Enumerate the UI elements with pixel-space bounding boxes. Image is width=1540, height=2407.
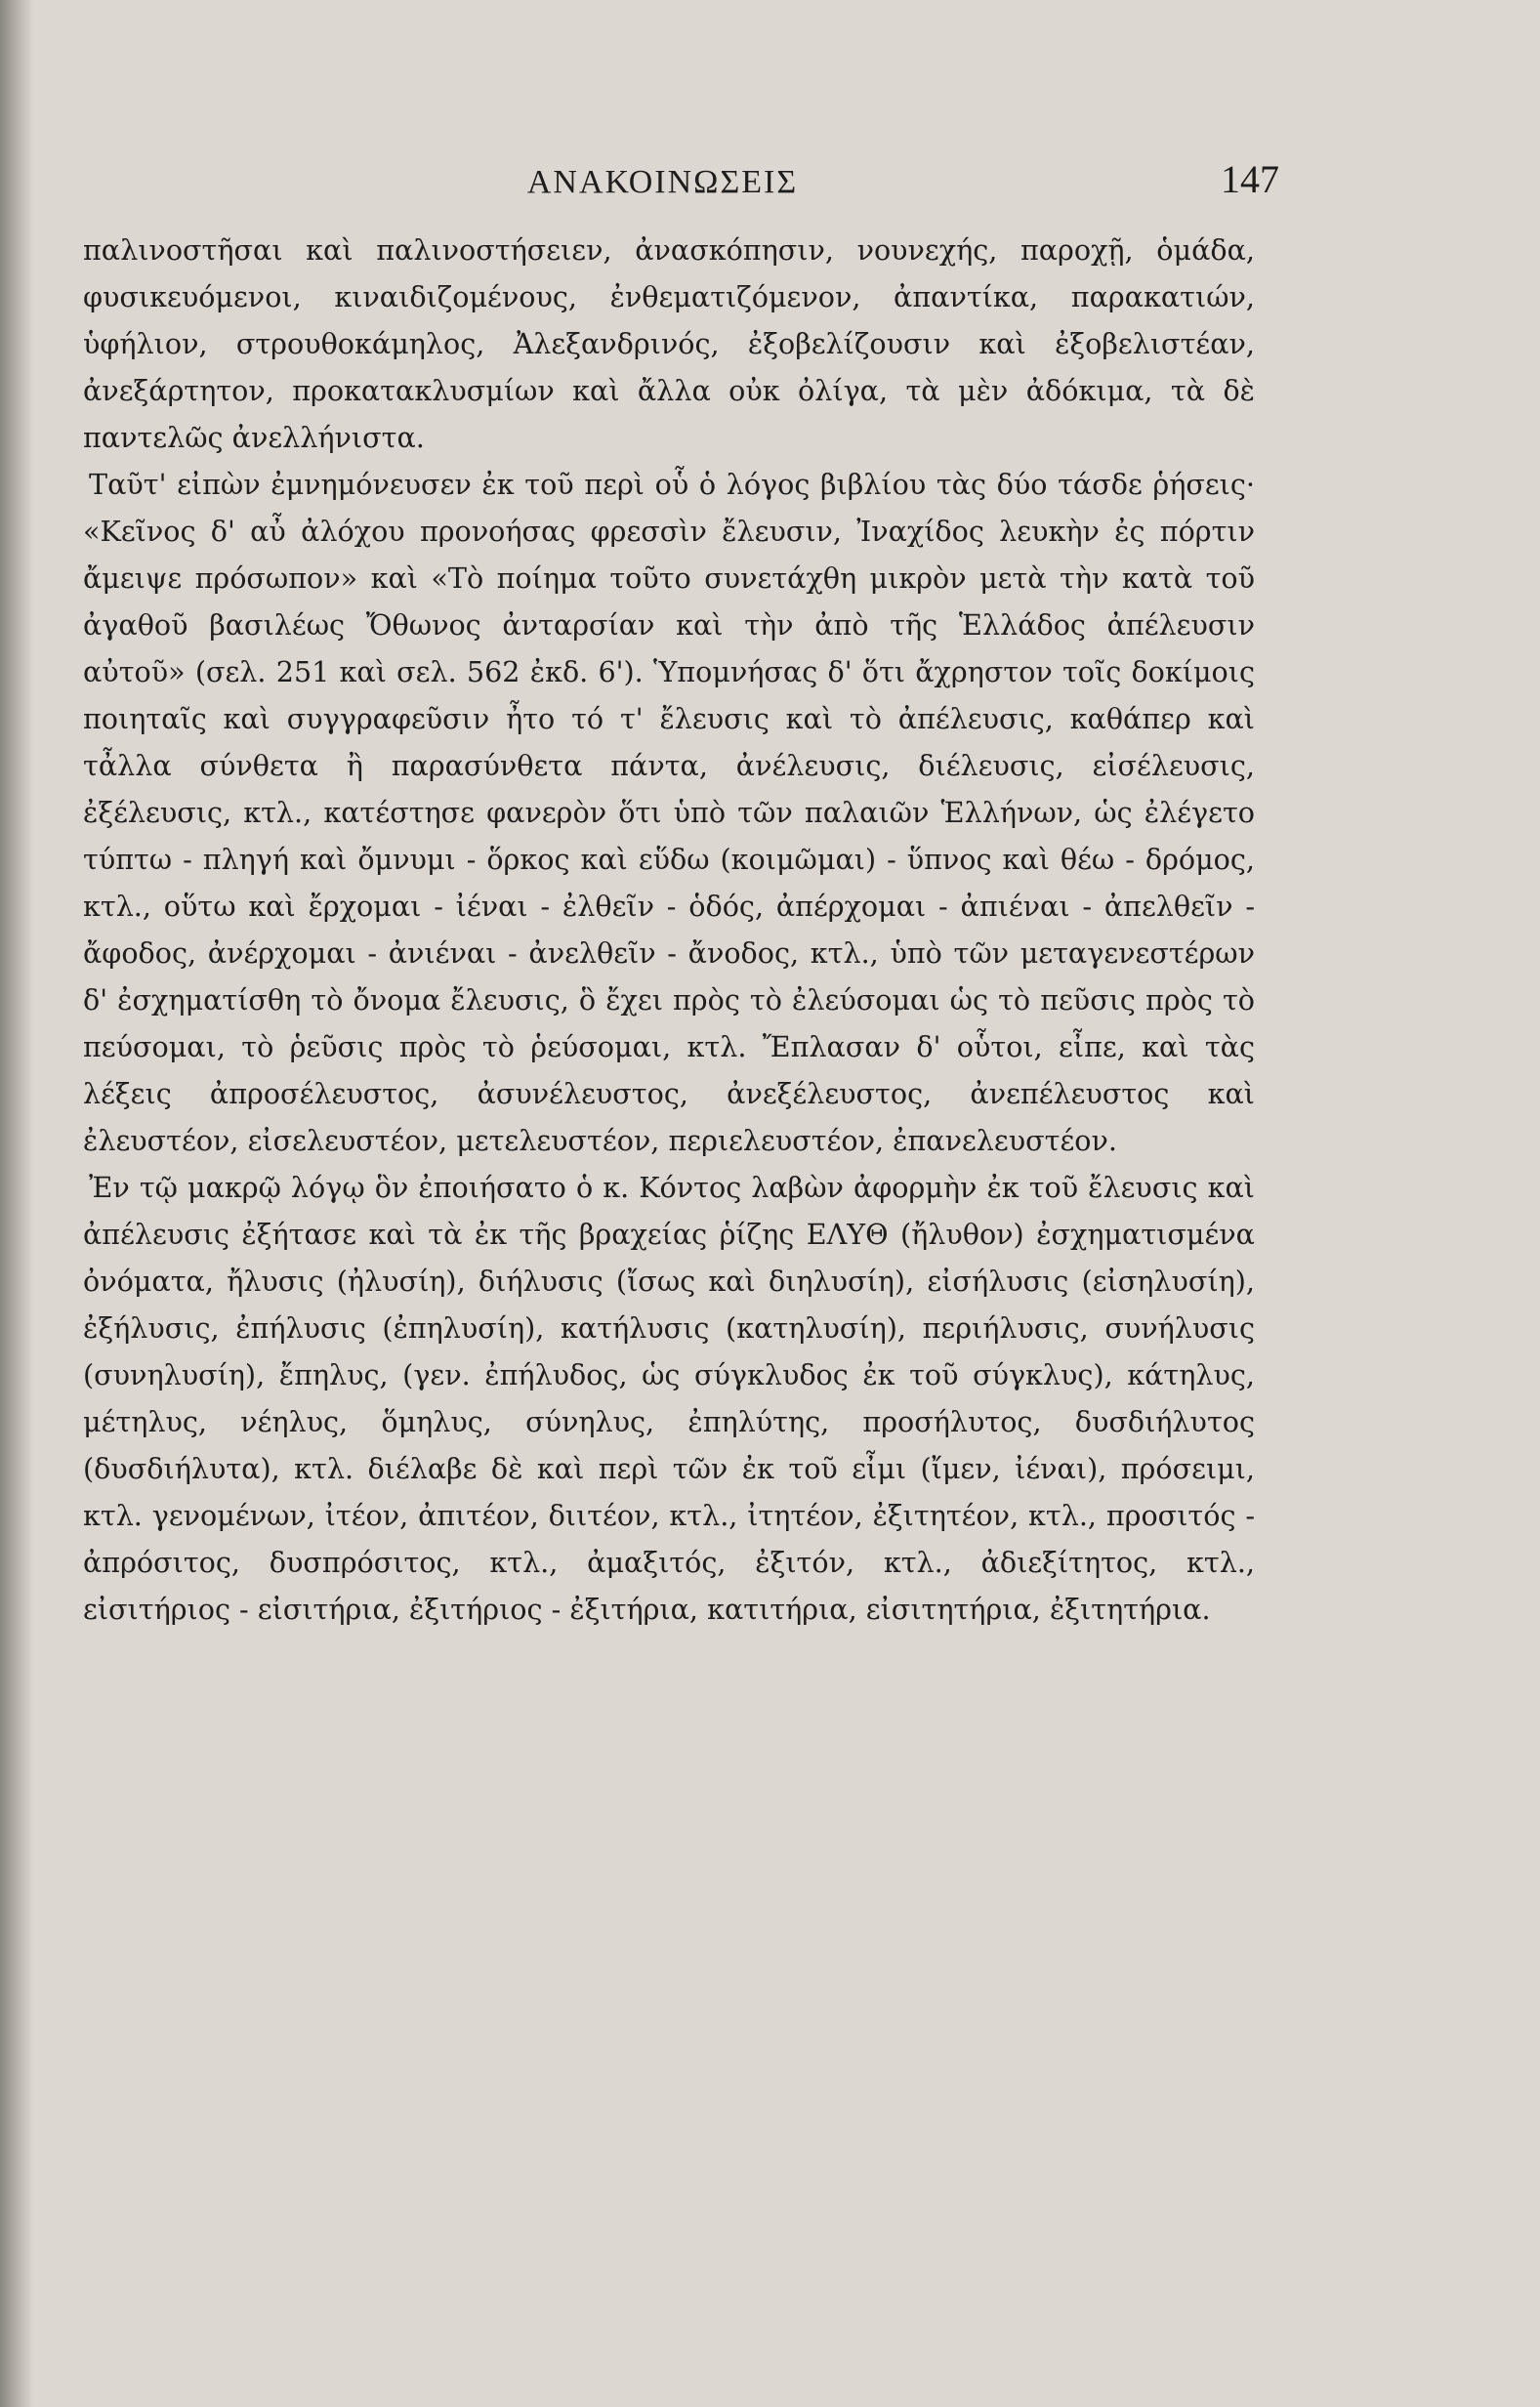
body-text — [83, 227, 1255, 1633]
page-spine-shadow — [0, 0, 33, 2407]
page-number: 147 — [1221, 157, 1279, 201]
paragraph-1: παλινοστῆσαι καὶ παλινοστήσειεν, ἀνασκόπησιν, νουνεχής, παροχῇ, ὁμάδα, φυσικευόμενοι, κιναιδιζομένους, ἐνθεματιζόμενον, ἀπαντίκα, παρακατιών, ὑφήλιον, στρουθοκάμηλος, Ἀλεξανδρινός, ἐξοβελίζουσιν καὶ ἐξοβελιστέαν, ἀνεξάρτητον, προκατακλυσμίων καὶ ἄλλα οὐκ ὀλίγα, τὰ μὲν ἀδόκιμα, τὰ δὲ παντελῶς ἀνελλήνιστα. — [83, 233, 1255, 454]
paragraph-3: Ἐν τῷ μακρῷ λόγῳ ὃν ἐποιήσατο ὁ κ. Κόντος λαβὼν ἀφορμὴν ἐκ τοῦ ἔλευσις καὶ ἀπέλευσις ἐξήτασε καὶ τὰ ἐκ τῆς βραχείας ῥίζης ΕΛΥΘ (ἤλυθον) ἐσχηματισμένα ὀνόματα, ἤλυσις (ἠλυσίη), διήλυσις (ἴσως καὶ διηλυσίη), εἰσήλυσις (εἰσηλυσίη), ἐξήλυσις, ἐπήλυσις (ἐπηλυσίη), κατήλυσις (κατηλυσίη), περιήλυσις, συνήλυσις (συνηλυσίη), ἔπηλυς, (γεν. ἐπήλυδος, ὡς σύγκλυδος ἐκ τοῦ σύγκλυς), κάτηλυς, μέτηλυς, νέηλυς, ὅμηλυς, σύνηλυς, ἐπηλύτης, προσήλυτος, δυσδιήλυτος (δυσδιήλυτα), κτλ. διέλαβε δὲ καὶ περὶ τῶν ἐκ τοῦ εἶμι (ἴμεν, ἰέναι), πρόσειμι, κτλ. γενομένων, ἰτέον, ἀπιτέον, διιτέον, κτλ., ἰτητέον, ἐξιτητέον, κτλ., προσιτός - ἀπρόσιτος, δυσπρόσιτος, κτλ., ἀμαξιτός, ἐξιτόν, κτλ., ἀδιεξίτητος, κτλ., εἰσιτήριος - εἰσιτήρια, ἐξιτήριος - ἐξιτήρια, κατιτήρια, εἰσιτητήρια, ἐξιτητήρια. — [83, 1171, 1255, 1626]
running-title: ΑΝΑΚΟΙΝΩΣΕΙΣ — [526, 164, 799, 200]
paragraph-2: Ταῦτ' εἰπὼν ἐμνημόνευσεν ἐκ τοῦ περὶ οὗ ὁ λόγος βιβλίου τὰς δύο τάσδε ῥήσεις· «Κεῖνος δ' αὖ ἀλόχου προνοήσας φρεσσὶν ἔλευσιν, Ἰναχίδος λευκὴν ἐς πόρτιν ἄμειψε πρόσωπον» καὶ «Τὸ ποίημα τοῦτο συνετάχθη μικρὸν μετὰ τὴν κατὰ τοῦ ἀγαθοῦ βασιλέως Ὄθωνος ἀνταρσίαν καὶ τὴν ἀπὸ τῆς Ἑλλάδος ἀπέλευσιν αὐτοῦ» (σελ. 251 καὶ σελ. 562 ἐκδ. 6'). Ὑπομνήσας δ' ὅτι ἄχρηστον τοῖς δοκίμοις ποιηταῖς καὶ συγγραφεῦσιν ἦτο τό τ' ἔλευσις καὶ τὸ ἀπέλευσις, καθάπερ καὶ τἆλλα σύνθετα ἢ παρασύνθετα πάντα, ἀνέλευσις, διέλευσις, εἰσέλευσις, ἐξέλευσις, κτλ., κατέστησε φανερὸν ὅτι ὑπὸ τῶν παλαιῶν Ἑλλήνων, ὡς ἐλέγετο τύπτω - πληγή καὶ ὄμνυμι - ὅρκος καὶ εὕδω (κοιμῶμαι) - ὕπνος καὶ θέω - δρόμος, κτλ., οὕτω καὶ ἔρχομαι - ἰέναι - ἐλθεῖν - ὁδός, ἀπέρχομαι - ἀπιέναι - ἀπελθεῖν - ἄφοδος, ἀνέρχομαι - ἀνιέναι - ἀνελθεῖν - ἄνοδος, κτλ., ὑπὸ τῶν μεταγενεστέρων δ' ἐσχηματίσθη τὸ ὄνομα ἔλευσις, ὃ ἔχει πρὸς τὸ ἐλεύσομαι ὡς τὸ πεῦσις πρὸς τὸ πεύσομαι, τὸ ῥεῦσις πρὸς τὸ ῥεύσομαι, κτλ. Ἔπλασαν δ' οὗτοι, εἶπε, καὶ τὰς λέξεις ἀπροσέλευστος, ἀσυνέλευστος, ἀνεξέλευστος, ἀνεπέλευστος καὶ ἐλευστέον, εἰσελευστέον, μετελευστέον, περιελευστέον, ἐπανελευστέον. — [83, 468, 1255, 1157]
